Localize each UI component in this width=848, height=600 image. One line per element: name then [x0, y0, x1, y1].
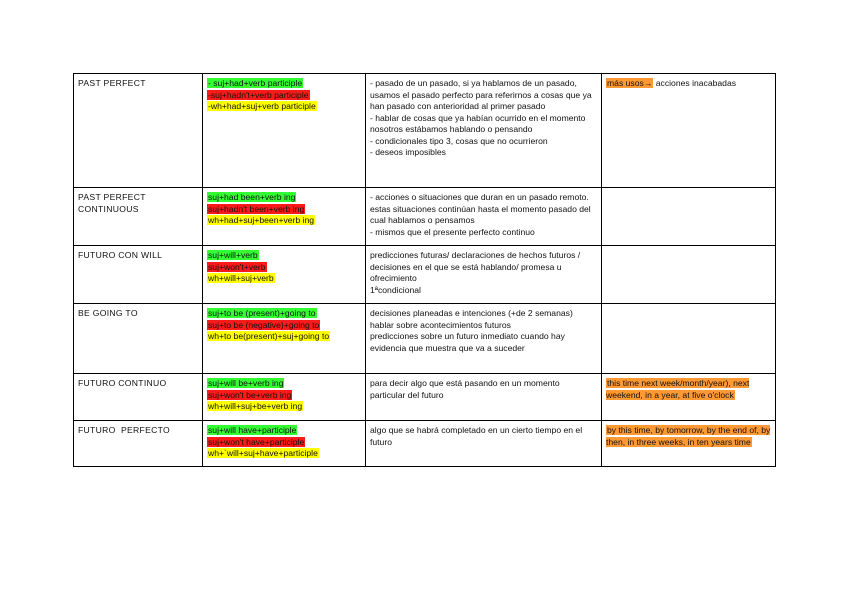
time-expressions: by this time, by tomorrow, by the end of, by then, in three weeks, in ten years time: [606, 425, 771, 447]
tense-name-cell: [74, 421, 203, 467]
forms-cell: [203, 246, 366, 304]
use-item: - pasado de un pasado, si ya hablamos de un pasado, usamos el pasado perfecto para referirnos a cosas que ya han pasado con anterioridad al primer pasado: [370, 78, 592, 111]
use-item: - condicionales tipo 3, cosas que no ocurrieron: [370, 135, 548, 146]
forms-cell: [203, 74, 366, 188]
uses-cell: [366, 246, 602, 304]
table-row: [74, 374, 776, 421]
extra-cell: [602, 374, 776, 421]
use-item: - mismos que el presente perfecto continuo: [370, 226, 535, 237]
negative-form: suj+won't have+participle: [208, 436, 305, 447]
use-item: - deseos imposibles: [370, 147, 446, 157]
extra-cell: [602, 246, 776, 304]
more-uses-label: más usos→: [607, 78, 653, 88]
interrogative-form: wh+had+suj+been+verb ing: [208, 215, 315, 225]
forms-cell: [203, 188, 366, 246]
interrogative-form: wh+will+suj+be+verb ing: [208, 401, 303, 411]
forms-cell: [203, 374, 366, 421]
affirmative-form: suj+had been+verb ing: [208, 192, 296, 202]
affirmative-form: - suj+had+verb participle: [208, 78, 303, 88]
negative-form: suj+hadn't been+verb ing: [208, 203, 305, 214]
time-expressions: this time next week/month/year), next weekend, in a year, at five o'clock: [606, 378, 750, 400]
interrogative-form: wh+to be(present)+suj+going to: [208, 331, 330, 341]
negative-form: suj+won't+verb: [208, 261, 266, 272]
use-item: para decir algo que está pasando en un momento particular del futuro: [370, 378, 560, 400]
affirmative-form: suj+will be+verb ing: [208, 378, 284, 388]
interrogative-form: -wh+had+suj+verb participle: [208, 101, 316, 111]
uses-cell: [366, 304, 602, 374]
tense-name: FUTURO CON WILL: [78, 250, 163, 260]
uses-cell: [366, 374, 602, 421]
table-row: [74, 304, 776, 374]
table-row: [74, 188, 776, 246]
tense-name-cell: [74, 74, 203, 188]
tense-name-cell: [74, 188, 203, 246]
table-row: [74, 246, 776, 304]
uses-cell: [366, 188, 602, 246]
use-item: - acciones o situaciones que duran en un pasado remoto. estas situaciones continúan hasta el momento pasado del cual hablamos o pensamos: [370, 192, 591, 225]
extra-cell: [602, 74, 776, 188]
table-row: [74, 421, 776, 467]
use-item: algo que se habrá completado en un cierto tiempo en el futuro: [370, 425, 583, 447]
tense-name: FUTURO PERFECTO: [78, 425, 171, 435]
use-item: 1ªcondicional: [370, 284, 421, 295]
interrogative-form: wh+will+suj+verb: [208, 273, 274, 283]
affirmative-form: suj+to be (present)+going to: [208, 308, 316, 318]
tense-name-cell: [74, 246, 203, 304]
tense-name-cell: [74, 374, 203, 421]
table-row: [74, 74, 776, 188]
use-item: - hablar de cosas que ya habían ocurrido en el momento nosotros estábamos hablando o pensando: [370, 112, 586, 134]
extra-cell: [602, 421, 776, 467]
negative-form: suj+to be (negative)+going to: [208, 319, 320, 330]
affirmative-form: suj+will+verb: [208, 250, 258, 260]
forms-cell: [203, 421, 366, 467]
grammar-tenses-table: [73, 73, 776, 467]
use-item: hablar sobre acontecimientos futuros: [370, 319, 511, 330]
use-item: predicciones sobre un futuro inmediato cuando hay evidencia que muestra que va a suceder: [370, 331, 565, 353]
tense-name-cell: [74, 304, 203, 374]
uses-cell: [366, 421, 602, 467]
negative-form: suj+won't be+verb ing: [208, 389, 292, 400]
negative-form: -suj+hadn't+verb participle: [208, 89, 309, 100]
extra-cell: [602, 188, 776, 246]
use-item: predicciones futuras/ declaraciones de hechos futuros / decisiones en el que se está hablando/ promesa u ofrecimiento: [370, 250, 581, 283]
tense-name: PAST PERFECT CONTINUOUS: [78, 192, 146, 214]
extra-note: acciones inacabadas: [653, 78, 737, 88]
tense-name: FUTURO CONTINUO: [78, 378, 167, 388]
tense-name: PAST PERFECT: [78, 78, 146, 88]
tense-name: BE GOING TO: [78, 308, 138, 318]
extra-cell: [602, 304, 776, 374]
use-item: decisiones planeadas e intenciones (+de 2 semanas): [370, 308, 573, 318]
forms-cell: [203, 304, 366, 374]
uses-cell: [366, 74, 602, 188]
interrogative-form: wh+`will+suj+have+participle: [208, 448, 318, 458]
affirmative-form: suj+will have+participle: [208, 425, 297, 435]
